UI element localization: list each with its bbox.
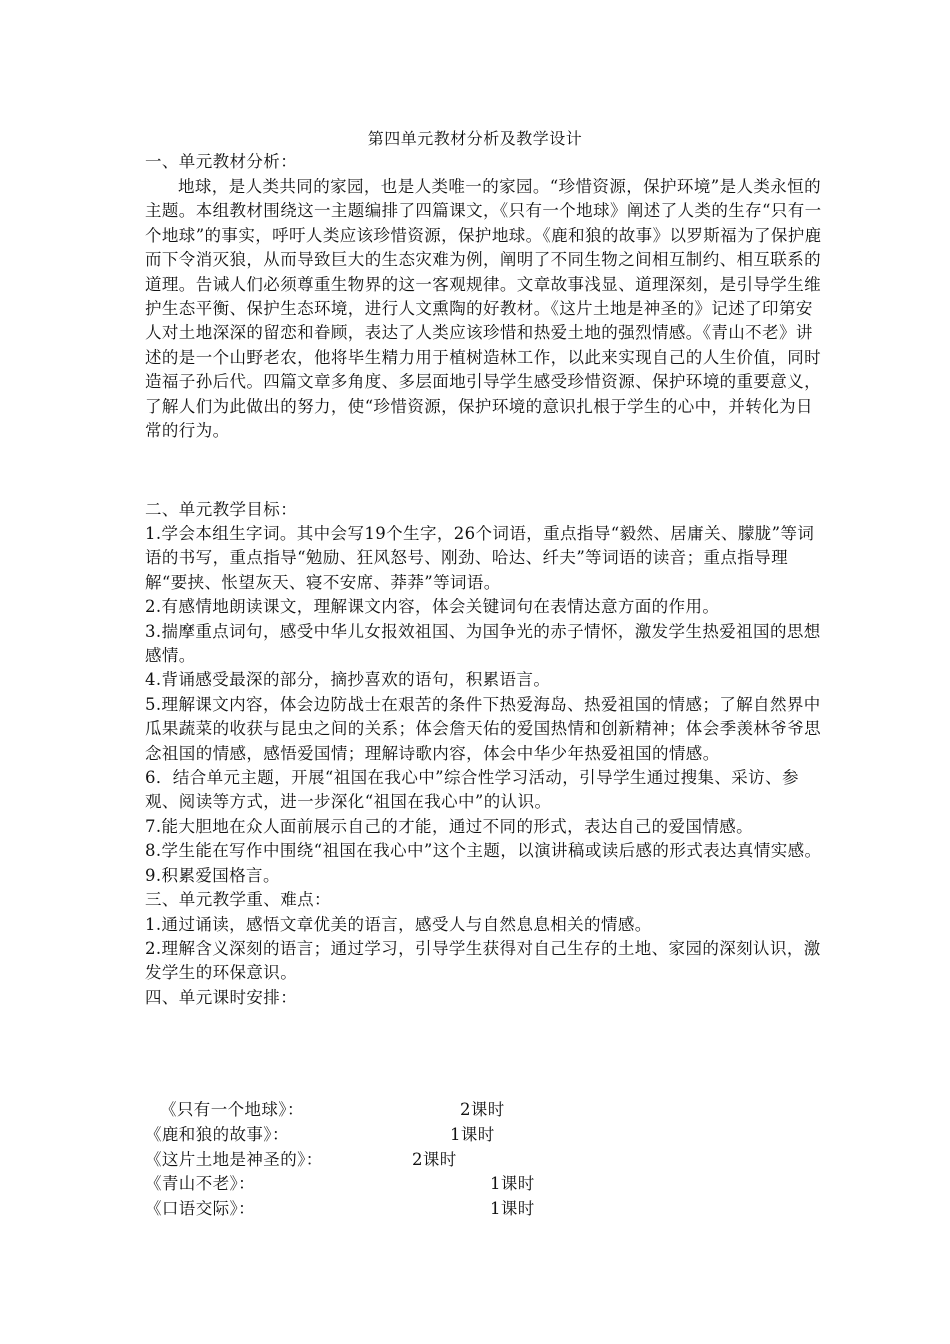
schedule-lesson: 《这片土地是神圣的》： [145,1150,323,1169]
goal-item: 9.积累爱国格言。 [145,865,280,885]
schedule-lesson: 《口语交际》： [145,1199,256,1218]
key-point-item: 1.通过诵读，感悟文章优美的语言，感受人与自然息息相关的情感。 [145,914,652,934]
section-heading-analysis: 一、单元教材分析： [145,152,298,171]
goal-item: 5.理解课文内容，体会边防战士在艰苦的条件下热爱海岛、热爱祖国的情感；了解自然界中瓜果蔬菜的收获与昆虫之间的关系；体会詹天佑的爱国热情和创新精神；体会季羡林爷爷思念祖国的情感，感悟爱国情；理解诗歌内容，体会中华少年热爱祖国的情感。 [145,694,821,763]
schedule-lesson: 《只有一个地球》： [160,1100,304,1119]
section-heading-schedule: 四、单元课时安排： [145,987,298,1007]
schedule-hours: 2课时 [460,1100,505,1119]
key-point-item: 2.理解含义深刻的语言；通过学习，引导学生获得对自己生存的土地、家园的深刻认识，激发学生的环保意识。 [145,938,821,983]
schedule-lesson: 《青山不老》： [145,1174,256,1193]
goal-item: 3.揣摩重点词句，感受中华儿女报效祖国、为国争光的赤子情怀，激发学生热爱祖国的思想感情。 [145,621,821,666]
goal-item: 2.有感情地朗读课文，理解课文内容，体会关键词句在表情达意方面的作用。 [145,597,720,617]
goal-item: 6．结合单元主题，开展“祖国在我心中”综合性学习活动，引导学生通过搜集、采访、参观、阅读等方式，进一步深化“祖国在我心中”的认识。 [145,768,799,812]
goal-item: 1.学会本组生字词。其中会写19个生字，26个词语，重点指导“毅然、居庸关、朦胧”等词语的书写，重点指导“勉励、狂风怒号、刚劲、哈达、纤夫”等词语的读音；重点指导理解“要挟、怅望灰天、寝不安席、莽莽”等词语。 [145,524,815,592]
schedule-hours: 1课时 [490,1174,535,1193]
analysis-paragraph: 地球，是人类共同的家园，也是人类唯一的家园。“珍惜资源，保护环境”是人类永恒的主题。本组教材围绕这一主题编排了四篇课文，《只有一个地球》阐述了人类的生存“只有一个地球”的事实，呼吁人类应该珍惜资源，保护地球。《鹿和狼的故事》以罗斯福为了保护鹿而下令消灭狼，从而导致巨大的生态灾难为例，阐明了不同生物之间相互制约、相互联系的道理。告诫人们必须尊重生物界的这一客观规律。文章故事浅显、道理深刻，是引导学生维护生态平衡、保护生态环境，进行人文熏陶的好教材。《这片土地是神圣的》记述了印第安人对土地深深的留恋和眷顾，表达了人类应该珍惜和热爱土地的强烈情感。《青山不老》讲述的是一个山野老农，他将毕生精力用于植树造林工作，以此来实现自己的人生价值，同时造福子孙后代。四篇文章多角度、多层面地引导学生感受珍惜资源、保护环境的重要意义，了解人们为此做出的努力，使“珍惜资源，保护环境的意识扎根于学生的心中，并转化为日常的行为。 [145,177,822,441]
schedule-hours: 2课时 [412,1150,457,1169]
goal-item: 7.能大胆地在众人面前展示自己的才能，通过不同的形式，表达自己的爱国情感。 [145,816,754,836]
section-heading-key-points: 三、单元教学重、难点： [145,890,331,910]
goal-item: 8.学生能在写作中围绕“祖国在我心中”这个主题，以演讲稿或读后感的形式表达真情实感。 [145,841,822,861]
schedule-hours: 1课时 [490,1199,535,1218]
schedule-lesson: 《鹿和狼的故事》： [145,1125,289,1144]
analysis-paragraph-block [145,175,825,443]
schedule-hours: 1课时 [450,1125,495,1144]
goals-list [145,522,825,1010]
goal-item: 4.背诵感受最深的部分，摘抄喜欢的语句，积累语言。 [145,670,551,690]
document-title: 第四单元教材分析及教学设计 [367,129,583,148]
section-heading-goals: 二、单元教学目标： [145,500,298,519]
